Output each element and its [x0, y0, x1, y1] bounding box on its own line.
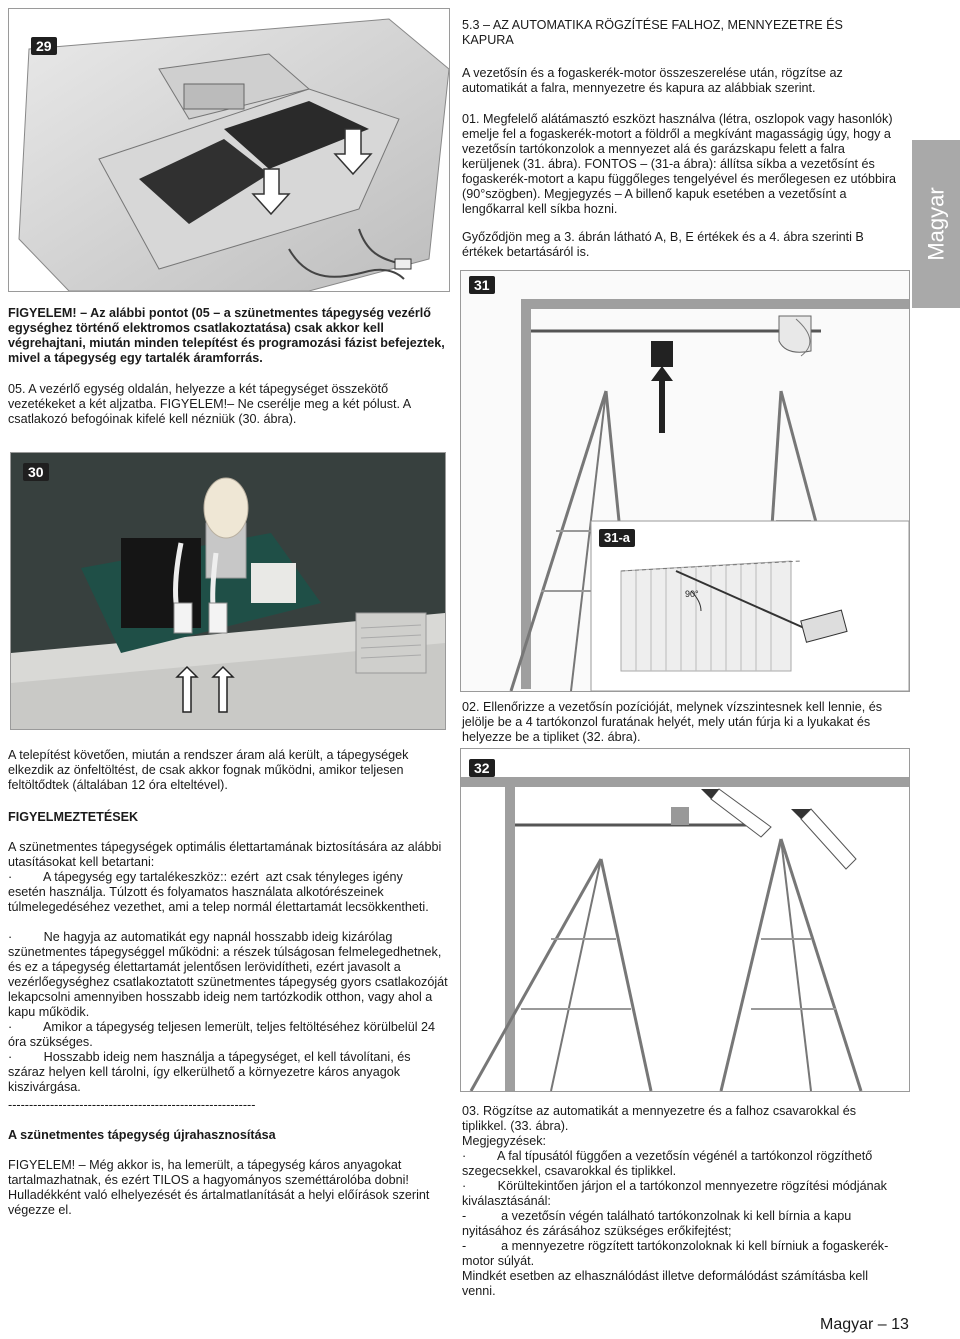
step-03-note-5: Mindkét esetben az elhasználódást illetve deformálódást számításba kell venni. [462, 1269, 869, 1298]
step-03-note-1: · A fal típusától függően a vezetősín végénél a tartókonzol rögzíthető szegecsekkel, csavarokkal és tiplikkel. [462, 1149, 876, 1178]
section-heading: 5.3 – AZ AUTOMATIKA RÖGZÍTÉSE FALHOZ, MENNYEZETRE ÉS KAPURA [462, 18, 843, 47]
figure-29 [8, 8, 450, 292]
verify-text: Győződjön meg a 3. ábrán látható A, B, E értékek és a 4. ábra szerinti B értékek betartásáról is. [462, 230, 864, 259]
warning-text: FIGYELEM! – Az alábbi pontot (05 – a szünetmentes tápegység vezérlő egységhez történő elektromos csatlakoztatása) csak akkor kell végrehajtani, miután minden telepítést és programozási fázist befejeztek, mivel a tápegység egy tartalék áramforrás. [8, 306, 445, 365]
warnings-bullet-1: · A tápegység egy tartalékeszköz:: ezért azt csak tényleges igény esetén használja. Túlzott és folyamatos használata alkotórészeinek túlmelegedéséhez vezethet, ami a telep normál élettartamát lecsökkentheti. [8, 870, 435, 914]
page-footer: Magyar – 13 [820, 1316, 909, 1333]
section-intro: A vezetősín és a fogaskerék-motor összeszerelése után, rögzítse az automatikát a falra, mennyezetre és kapura az alábbiak szerint. [462, 66, 843, 95]
figure-31-badge: 31 [469, 276, 495, 294]
language-tab-label: Magyar [923, 187, 949, 261]
figure-32 [460, 748, 910, 1092]
warnings-intro: A szünetmentes tápegységek optimális élettartamának biztosítására az alábbi utasításokat kell betartani: [8, 840, 442, 869]
warnings-bullet-3: · Amikor a tápegység teljesen lemerült, teljes feltöltéséhez körülbelül 24 óra szükséges. [8, 1020, 439, 1049]
figure-31-illustration [461, 271, 909, 691]
warnings-bullet-2: · Ne hagyja az automatikát egy napnál hosszabb ideig kizárólag szünetmentes tápegységgel működni: a részek túlságosan felmelegedhetnek, és ez a tápegység élettartamát jelentősen lerövidítheti, ezért javasolt a vezérlőegységhez csatlakoztatott szünetmentes tápegység gyors csatlakozóját lekapcsolni amennyiben hosszabb ideig nem tartózkodik otthon, vagy ahol a kapu működik. [8, 930, 452, 1019]
figure-32-badge: 32 [469, 759, 495, 777]
after-install-text: A telepítést követően, miután a rendszer áram alá került, a tápegységek elkezdik az önfeltöltést, de csak akkor fognak működni, amikor teljesen feltöltődtek (általában 12 óra elteltével). [8, 748, 409, 792]
warnings-title: FIGYELMEZTETÉSEK [8, 810, 139, 824]
reuse-text: FIGYELEM! – Még akkor is, ha lemerült, a tápegység káros anyagokat tartalmazhatnak, és ezért TILOS a hagyományos szeméttárolóba dobni! Hulladékként való elhelyezését és ártalmatlanítását a helyi előírások szerint végezze el. [8, 1158, 430, 1217]
figure-30-illustration [11, 453, 445, 729]
figure-30 [10, 452, 446, 730]
step-03-note-3: - a vezetősín végén található tartókonzolnak ki kell bírnia a kapu nyitásához és zárásához szükséges erőkifejtést; [462, 1209, 855, 1238]
figure-31a-badge: 31-a [599, 529, 635, 547]
figure-32-illustration [461, 749, 909, 1091]
step-01-text: 01. Megfelelő alátámasztó eszközt használva (létra, oszlopok vagy hasonlók) emelje fel a fogaskerék-motort a földről a megkívánt magasságig úgy, hogy a vezetősín tartókonzolok a mennyezet alá és garázskapu felett a falra kerüljenek (31. ábra). FONTOS – (31-a ábra): állítsa síkba a vezetősínt és fogaskerék-motort a kapu függőleges tengelyével és merőlegesen ez utóbbira (90°szögben). Megjegyzés – A billenő kapuk esetében a vezetősínt a lengőkarral kell síkba hozni. [462, 112, 897, 216]
figure-31 [460, 270, 910, 692]
warnings-divider: ----------------------------------------------------------- [8, 1098, 256, 1112]
warnings-bullet-4: · Hosszabb ideig nem használja a tápegységet, el kell távolítani, és száraz helyen kell tárolni, így elkerülhető a környezetre káros anyagok kiszivárgása. [8, 1050, 415, 1094]
step-03-note-label: Megjegyzések: [462, 1134, 546, 1148]
step-02-text: 02. Ellenőrizze a vezetősín pozícióját, melynek vízszintesnek kell lennie, és jelölje be a 4 tartókonzol furatának helyét, mely után fúrja ki a lyukakat és helyezze be a tipliket (32. ábra). [462, 700, 883, 744]
figure-29-illustration [9, 9, 449, 291]
language-tab [912, 140, 960, 308]
figure-30-badge: 30 [23, 463, 49, 481]
figure-31a-angle-label: 90° [685, 589, 699, 599]
step-03-note-4: - a mennyezetre rögzített tartókonzoloknak ki kell bírniuk a fogaskerék-motor súlyát. [462, 1239, 889, 1268]
reuse-title: A szünetmentes tápegység újrahasznosítása [8, 1128, 276, 1142]
step-03-text: 03. Rögzítse az automatikát a mennyezetre és a falhoz csavarokkal és tiplikkel. (33. ábra). [462, 1104, 857, 1133]
figure-29-badge: 29 [31, 37, 57, 55]
step-05-text: 05. A vezérlő egység oldalán, helyezze a két tápegységet összekötő vezetékeket a két aljzatba. FIGYELEM!– Ne cserélje meg a két pólust. A csatlakozó befogóinak kifelé kell nézniük (30. ábra). [8, 382, 411, 426]
step-03-note-2: · Körültekintően járjon el a tartókonzol mennyezetre rögzítési módjának kiválasztásánál: [462, 1179, 891, 1208]
